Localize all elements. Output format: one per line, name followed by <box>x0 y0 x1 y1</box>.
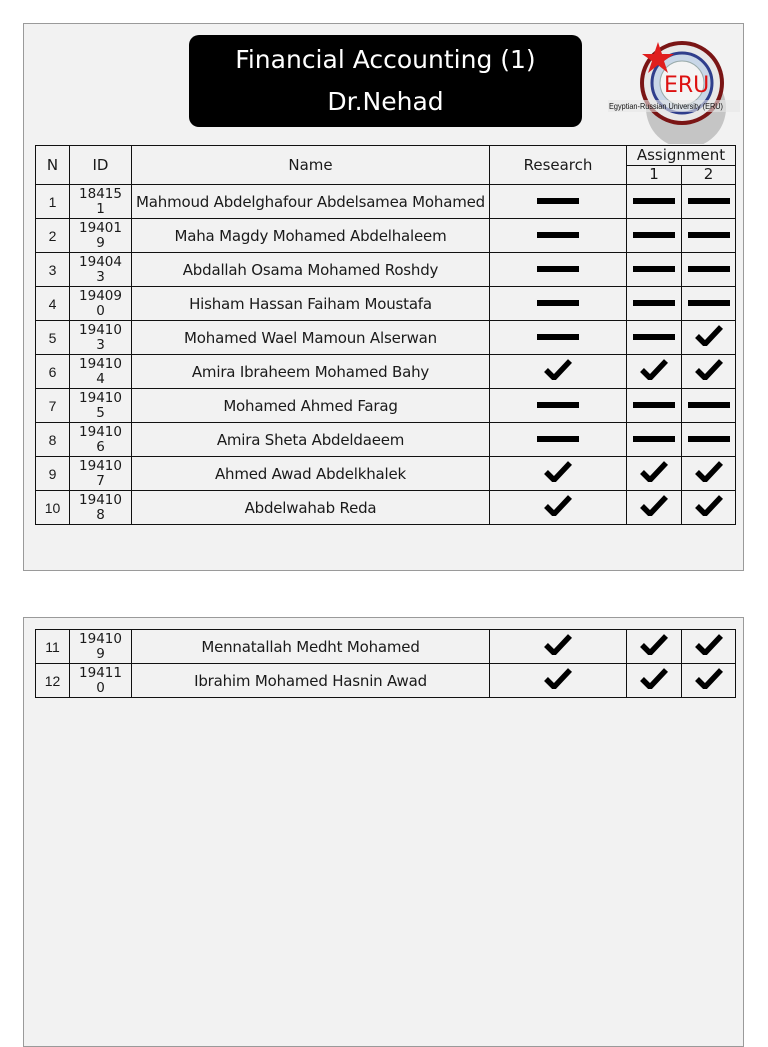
header-name: Name <box>132 146 490 185</box>
table-row <box>36 321 736 355</box>
row-number: 3 <box>36 253 70 287</box>
assignment-1-mark <box>627 491 682 525</box>
student-name: Mahmoud Abdelghafour Abdelsamea Mohamed <box>132 185 490 219</box>
table-row <box>36 423 736 457</box>
row-number: 5 <box>36 321 70 355</box>
assignment-1-mark <box>627 664 682 698</box>
research-mark <box>490 355 627 389</box>
checkmark-icon <box>695 324 723 346</box>
checkmark-icon <box>544 358 572 380</box>
assignment-1-mark <box>627 389 682 423</box>
row-number: 9 <box>36 457 70 491</box>
student-id-line2: 8 <box>96 506 105 523</box>
table-row <box>36 253 736 287</box>
student-name: Amira Ibraheem Mohamed Bahy <box>132 355 490 389</box>
dash-icon <box>537 402 579 408</box>
row-number: 1 <box>36 185 70 219</box>
student-id-line2: 4 <box>96 370 105 387</box>
research-mark <box>490 423 627 457</box>
checkmark-icon <box>695 633 723 655</box>
student-id-line1: 19410 <box>79 423 122 440</box>
dash-icon <box>537 300 579 306</box>
dash-icon <box>633 402 675 408</box>
dash-icon <box>537 436 579 442</box>
checkmark-icon <box>695 494 723 516</box>
research-mark <box>490 321 627 355</box>
assignment-2-mark <box>682 457 736 491</box>
student-name: Hisham Hassan Faiham Moustafa <box>132 287 490 321</box>
student-id <box>70 423 132 457</box>
student-id-line2: 0 <box>96 679 105 696</box>
assignment-2-mark <box>682 664 736 698</box>
table-row <box>36 219 736 253</box>
student-id-line2: 9 <box>96 234 105 251</box>
header-id: ID <box>70 146 132 185</box>
student-id-line1: 19409 <box>79 287 122 304</box>
dash-icon <box>688 436 730 442</box>
student-name: Ibrahim Mohamed Hasnin Awad <box>132 664 490 698</box>
checkmark-icon <box>544 633 572 655</box>
logo-text: ERU <box>664 73 710 98</box>
research-mark <box>490 491 627 525</box>
research-mark <box>490 253 627 287</box>
checkmark-icon <box>640 358 668 380</box>
checkmark-icon <box>544 494 572 516</box>
checkmark-icon <box>640 494 668 516</box>
checkmark-icon <box>544 667 572 689</box>
dash-icon <box>688 232 730 238</box>
assignment-1-mark <box>627 457 682 491</box>
student-id-line2: 6 <box>96 438 105 455</box>
research-mark <box>490 389 627 423</box>
student-id <box>70 185 132 219</box>
assignment-1-mark <box>627 423 682 457</box>
checkmark-icon <box>695 358 723 380</box>
student-id-line1: 19411 <box>79 664 122 681</box>
dash-icon <box>688 266 730 272</box>
dash-icon <box>633 266 675 272</box>
student-id-line1: 19410 <box>79 457 122 474</box>
assignment-2-mark <box>682 219 736 253</box>
student-id <box>70 219 132 253</box>
dash-icon <box>633 198 675 204</box>
checkmark-icon <box>695 667 723 689</box>
table-row <box>36 664 736 698</box>
dash-icon <box>537 198 579 204</box>
title-banner <box>189 35 582 127</box>
assignment-1-mark <box>627 630 682 664</box>
research-mark <box>490 664 627 698</box>
student-id <box>70 630 132 664</box>
student-id <box>70 457 132 491</box>
dash-icon <box>633 300 675 306</box>
student-id-line1: 19410 <box>79 355 122 372</box>
dash-icon <box>537 232 579 238</box>
checkmark-icon <box>544 460 572 482</box>
assignment-2-mark <box>682 491 736 525</box>
student-id-line1: 19410 <box>79 491 122 508</box>
assignment-1-mark <box>627 355 682 389</box>
student-name: Maha Magdy Mohamed Abdelhaleem <box>132 219 490 253</box>
checkmark-icon <box>640 667 668 689</box>
assignment-2-mark <box>682 287 736 321</box>
student-id <box>70 491 132 525</box>
student-table <box>35 145 736 525</box>
student-name: Ahmed Awad Abdelkhalek <box>132 457 490 491</box>
header-assignment-1: 1 <box>627 165 682 185</box>
student-id-line2: 7 <box>96 472 105 489</box>
student-id-line2: 0 <box>96 302 105 319</box>
assignment-2-mark <box>682 321 736 355</box>
student-table-continued <box>35 629 736 698</box>
student-name: Amira Sheta Abdeldaeem <box>132 423 490 457</box>
instructor-name: Dr.Nehad <box>327 87 444 116</box>
page-1 <box>23 23 744 571</box>
student-id-line2: 5 <box>96 404 105 421</box>
student-id-line2: 3 <box>96 268 105 285</box>
row-number: 12 <box>36 664 70 698</box>
assignment-2-mark <box>682 630 736 664</box>
dash-icon <box>633 436 675 442</box>
assignment-2-mark <box>682 185 736 219</box>
student-id-line1: 19410 <box>79 389 122 406</box>
checkmark-icon <box>640 633 668 655</box>
table-row <box>36 630 736 664</box>
assignment-1-mark <box>627 253 682 287</box>
table-row <box>36 457 736 491</box>
student-name: Abdelwahab Reda <box>132 491 490 525</box>
checkmark-icon <box>640 460 668 482</box>
row-number: 2 <box>36 219 70 253</box>
student-name: Mennatallah Medht Mohamed <box>132 630 490 664</box>
header-assignment-2: 2 <box>682 165 736 185</box>
student-id <box>70 389 132 423</box>
assignment-2-mark <box>682 423 736 457</box>
research-mark <box>490 630 627 664</box>
dash-icon <box>633 334 675 340</box>
assignment-1-mark <box>627 219 682 253</box>
student-id <box>70 253 132 287</box>
table-row <box>36 287 736 321</box>
dash-icon <box>537 266 579 272</box>
header-research: Research <box>490 146 627 185</box>
research-mark <box>490 185 627 219</box>
student-id-line1: 19401 <box>79 219 122 236</box>
row-number: 4 <box>36 287 70 321</box>
student-id <box>70 287 132 321</box>
table-row <box>36 491 736 525</box>
assignment-2-mark <box>682 389 736 423</box>
dash-icon <box>537 334 579 340</box>
dash-icon <box>633 232 675 238</box>
assignment-1-mark <box>627 321 682 355</box>
student-name: Mohamed Wael Mamoun Alserwan <box>132 321 490 355</box>
eru-logo-icon <box>606 28 742 144</box>
dash-icon <box>688 198 730 204</box>
student-id <box>70 355 132 389</box>
student-id-line2: 1 <box>96 200 105 217</box>
dash-icon <box>688 300 730 306</box>
student-id <box>70 321 132 355</box>
student-id-line1: 18415 <box>79 185 122 202</box>
assignment-2-mark <box>682 355 736 389</box>
page-2 <box>23 617 744 1047</box>
dash-icon <box>688 402 730 408</box>
header-assignment: Assignment <box>627 146 736 166</box>
row-number: 8 <box>36 423 70 457</box>
row-number: 11 <box>36 630 70 664</box>
logo-caption: Egyptian-Russian University (ERU) <box>609 101 724 111</box>
assignment-1-mark <box>627 287 682 321</box>
university-logo <box>606 28 742 144</box>
research-mark <box>490 287 627 321</box>
row-number: 7 <box>36 389 70 423</box>
research-mark <box>490 457 627 491</box>
assignment-1-mark <box>627 185 682 219</box>
student-id <box>70 664 132 698</box>
table-row <box>36 185 736 219</box>
checkmark-icon <box>695 460 723 482</box>
assignment-2-mark <box>682 253 736 287</box>
student-id-line1: 19410 <box>79 321 122 338</box>
research-mark <box>490 219 627 253</box>
student-name: Abdallah Osama Mohamed Roshdy <box>132 253 490 287</box>
student-id-line2: 9 <box>96 645 105 662</box>
student-id-line1: 19404 <box>79 253 122 270</box>
student-id-line1: 19410 <box>79 630 122 647</box>
student-name: Mohamed Ahmed Farag <box>132 389 490 423</box>
header-n: N <box>36 146 70 185</box>
course-title: Financial Accounting (1) <box>235 45 536 74</box>
row-number: 6 <box>36 355 70 389</box>
student-id-line2: 3 <box>96 336 105 353</box>
table-row <box>36 355 736 389</box>
row-number: 10 <box>36 491 70 525</box>
table-row <box>36 389 736 423</box>
